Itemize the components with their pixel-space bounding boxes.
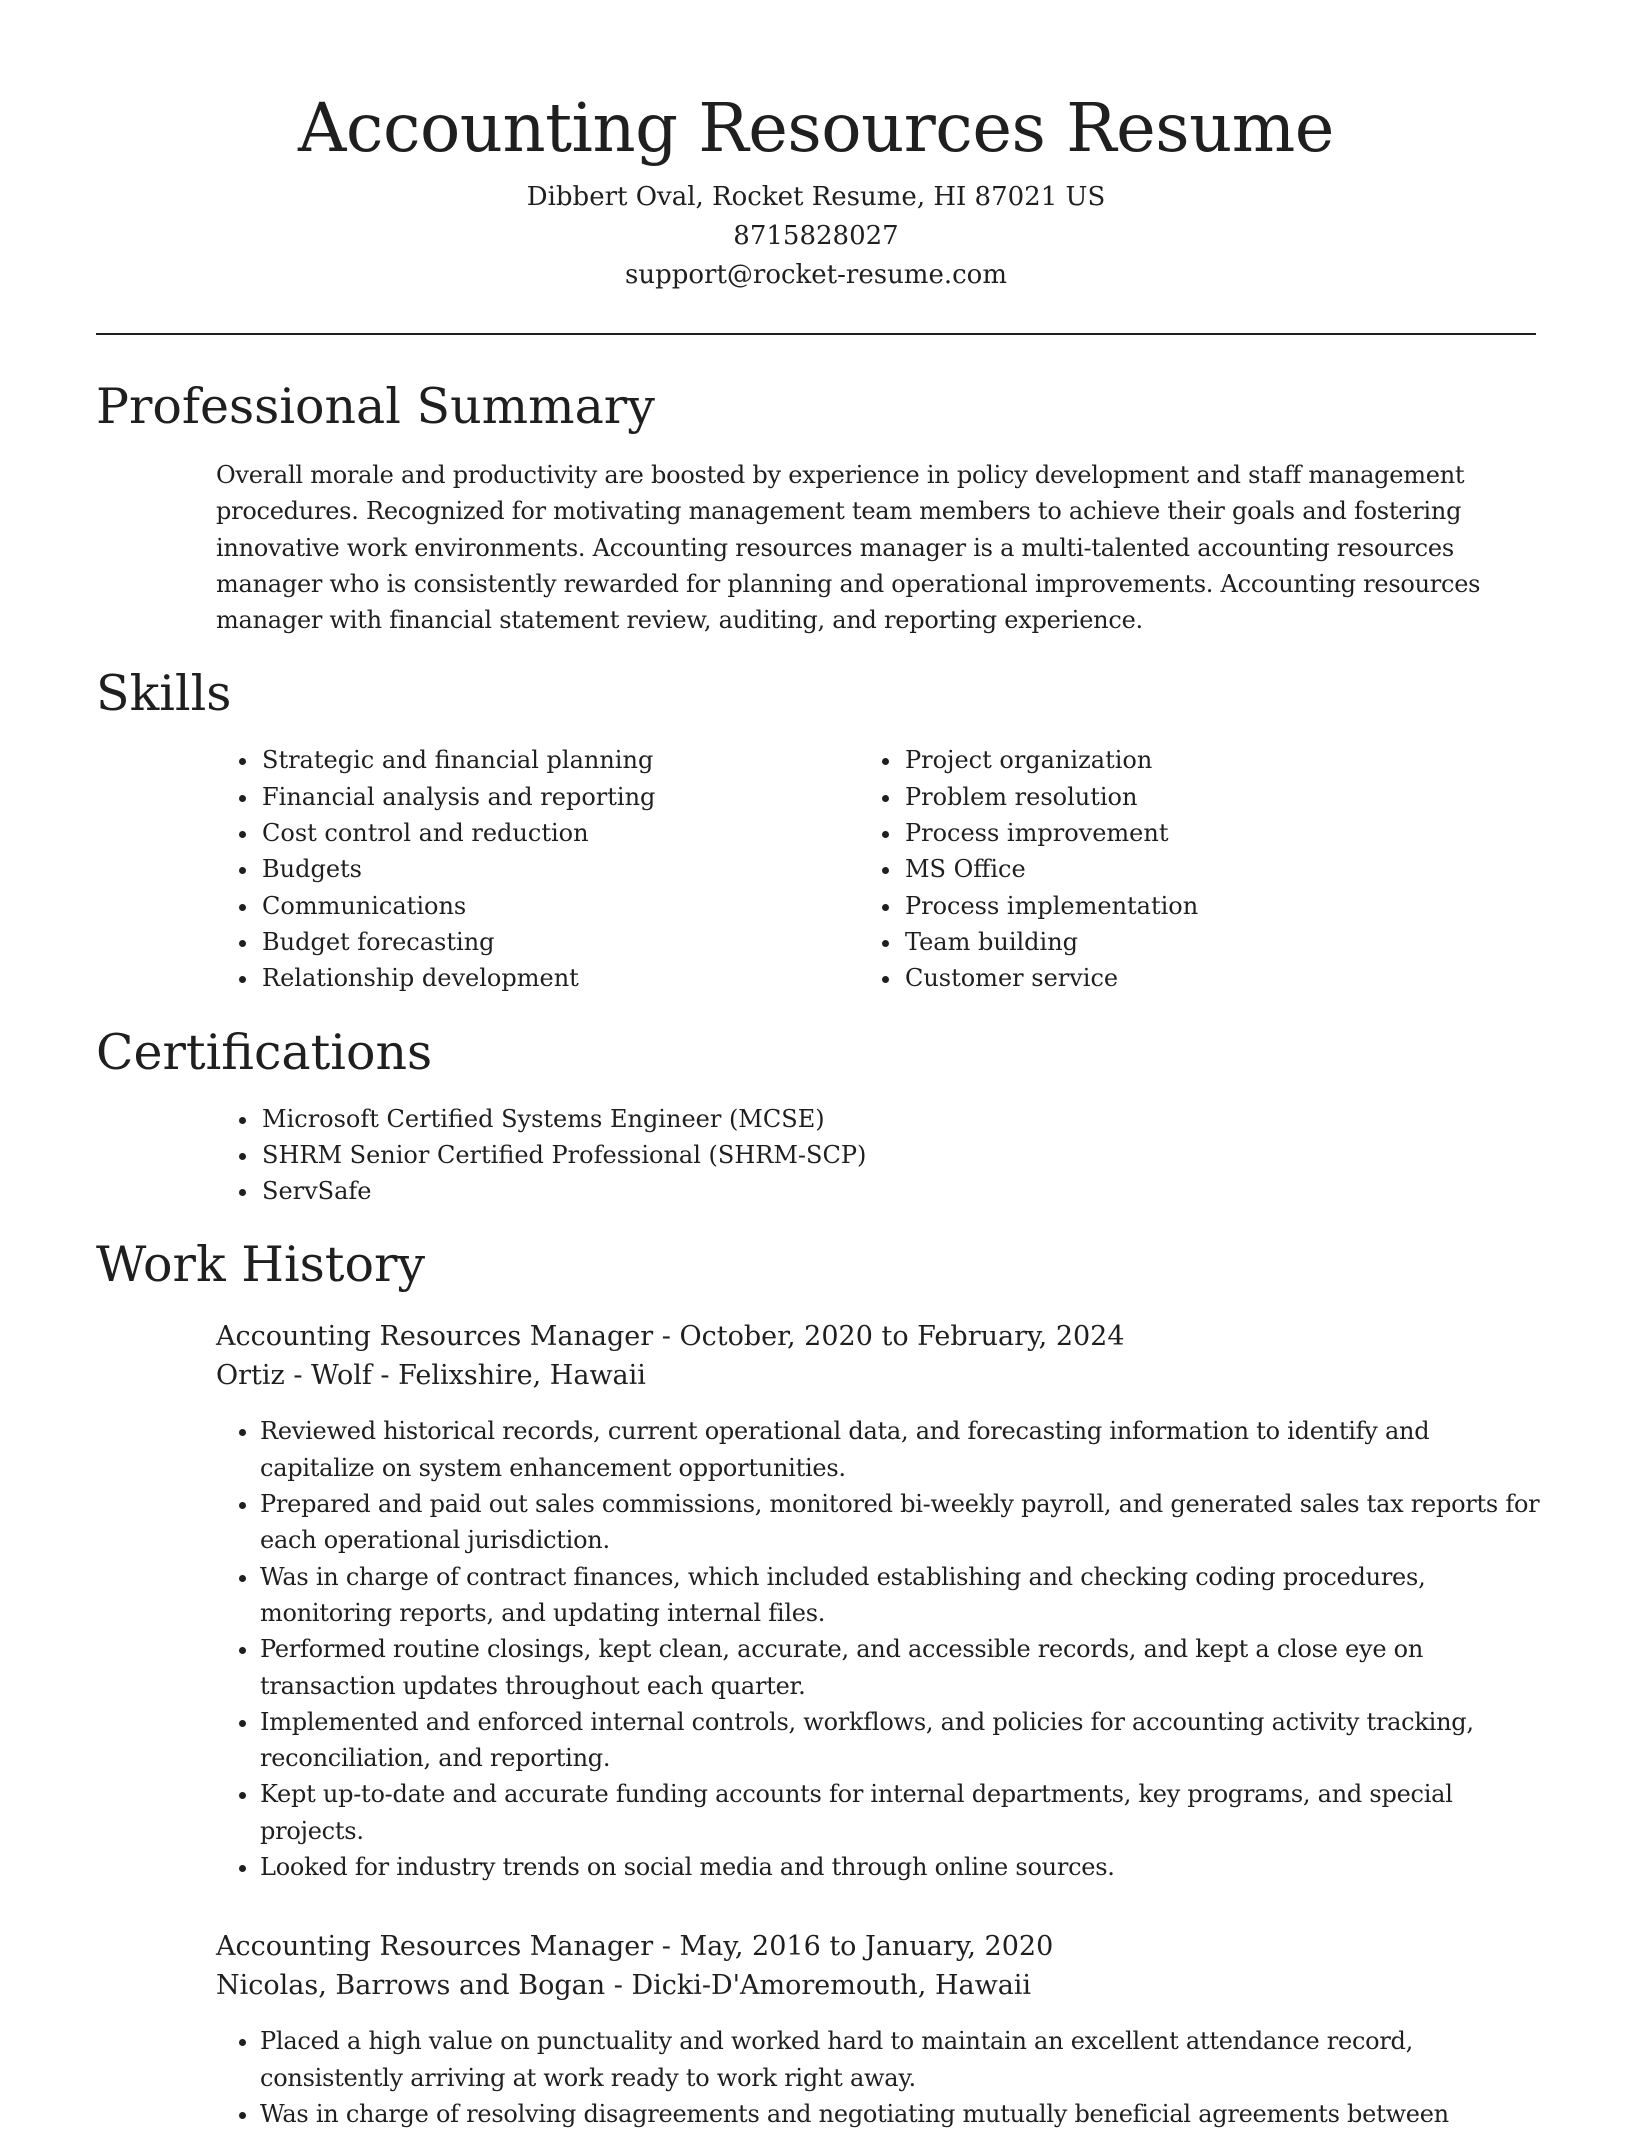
certification-item: • SHRM Senior Certified Professional (SHRM-SCP) [260, 1137, 1536, 1173]
job-entry [96, 1927, 1536, 2132]
job-duties-list [96, 1413, 1540, 1885]
job-duty-item: • Prepared and paid out sales commissions, monitored bi-weekly payroll, and generated sales tax reports for each operational jurisdiction. [260, 1486, 1540, 1559]
skills-list-left [96, 742, 903, 996]
certifications-list [96, 1101, 1536, 1210]
skill-item: • MS Office [903, 851, 1536, 887]
job-duty-item: • Kept up-to-date and accurate funding accounts for internal departments, key programs, and special projects. [260, 1776, 1540, 1849]
contact-address: Dibbert Oval, Rocket Resume, HI 87021 US [526, 182, 1106, 212]
skill-item: • Process improvement [903, 815, 1536, 851]
skill-item: • Customer service [903, 960, 1536, 996]
work-history-heading: Work History [96, 1236, 426, 1294]
summary-text: Overall morale and productivity are boosted by experience in policy development and staff management procedures. Recognized for motivating management team members to achieve their goals and fostering innovative work environments. Accounting resources manager is a multi-talented accounting resources manager who is consistently rewarded for planning and operational improvements. Accounting resources manager with financial statement review, auditing, and reporting experience. [216, 461, 1481, 635]
job-duty-item: • Implemented and enforced internal controls, workflows, and policies for accounting activity tracking, reconciliation, and reporting. [260, 1704, 1540, 1777]
job-duties-list [96, 2023, 1540, 2132]
skill-item: • Problem resolution [903, 779, 1536, 815]
job-duty-item: • Placed a high value on punctuality and worked hard to maintain an excellent attendance record, consistently arriving at work ready to work right away. [260, 2023, 1540, 2096]
skill-item: • Financial analysis and reporting [260, 779, 903, 815]
certification-item: • Microsoft Certified Systems Engineer (MCSE) [260, 1101, 1536, 1137]
summary-heading: Professional Summary [96, 378, 655, 435]
resume-title: Accounting Resources Resume [298, 89, 1334, 167]
job-entry [96, 1317, 1540, 1885]
skill-item: • Strategic and financial planning [260, 742, 903, 778]
skill-item: • Project organization [903, 742, 1536, 778]
skill-item: • Process implementation [903, 888, 1536, 924]
job-duty-item: • Performed routine closings, kept clean, accurate, and accessible records, and kept a close eye on transaction updates throughout each quarter. [260, 1631, 1540, 1704]
job-duty-item: • Reviewed historical records, current operational data, and forecasting information to identify and capitalize on system enhancement opportunities. [260, 1413, 1540, 1486]
job-company-line: Ortiz - Wolf - Felixshire, Hawaii [216, 1360, 646, 1392]
job-duty-item: • Was in charge of resolving disagreements and negotiating mutually beneficial agreements between [260, 2096, 1540, 2132]
contact-email: support@rocket-resume.com [624, 260, 1007, 290]
job-title-line: Accounting Resources Manager - May, 2016 to January, 2020 [216, 1931, 1054, 1963]
skill-item: • Budget forecasting [260, 924, 903, 960]
skill-item: • Relationship development [260, 960, 903, 996]
skills-list-right [903, 742, 1536, 996]
skill-item: • Communications [260, 888, 903, 924]
job-duty-item: • Looked for industry trends on social media and through online sources. [260, 1849, 1540, 1885]
skills-heading: Skills [96, 665, 232, 723]
skill-item: • Budgets [260, 851, 903, 887]
job-duty-item: • Was in charge of contract finances, which included establishing and checking coding procedures, monitoring reports, and updating internal files. [260, 1559, 1540, 1632]
job-title-line: Accounting Resources Manager - October, 2020 to February, 2024 [216, 1321, 1125, 1353]
resume-page [96, 0, 1540, 2132]
skill-item: • Team building [903, 924, 1536, 960]
contact-phone: 8715828027 [733, 221, 899, 251]
certification-item: • ServSafe [260, 1173, 1536, 1209]
skill-item: • Cost control and reduction [260, 815, 903, 851]
contact-block [96, 178, 1536, 295]
skills-columns [96, 742, 1536, 996]
job-company-line: Nicolas, Barrows and Bogan - Dicki-D'Amoremouth, Hawaii [216, 1970, 1032, 2002]
certifications-heading: Certifications [96, 1023, 433, 1081]
header-divider [96, 333, 1536, 335]
